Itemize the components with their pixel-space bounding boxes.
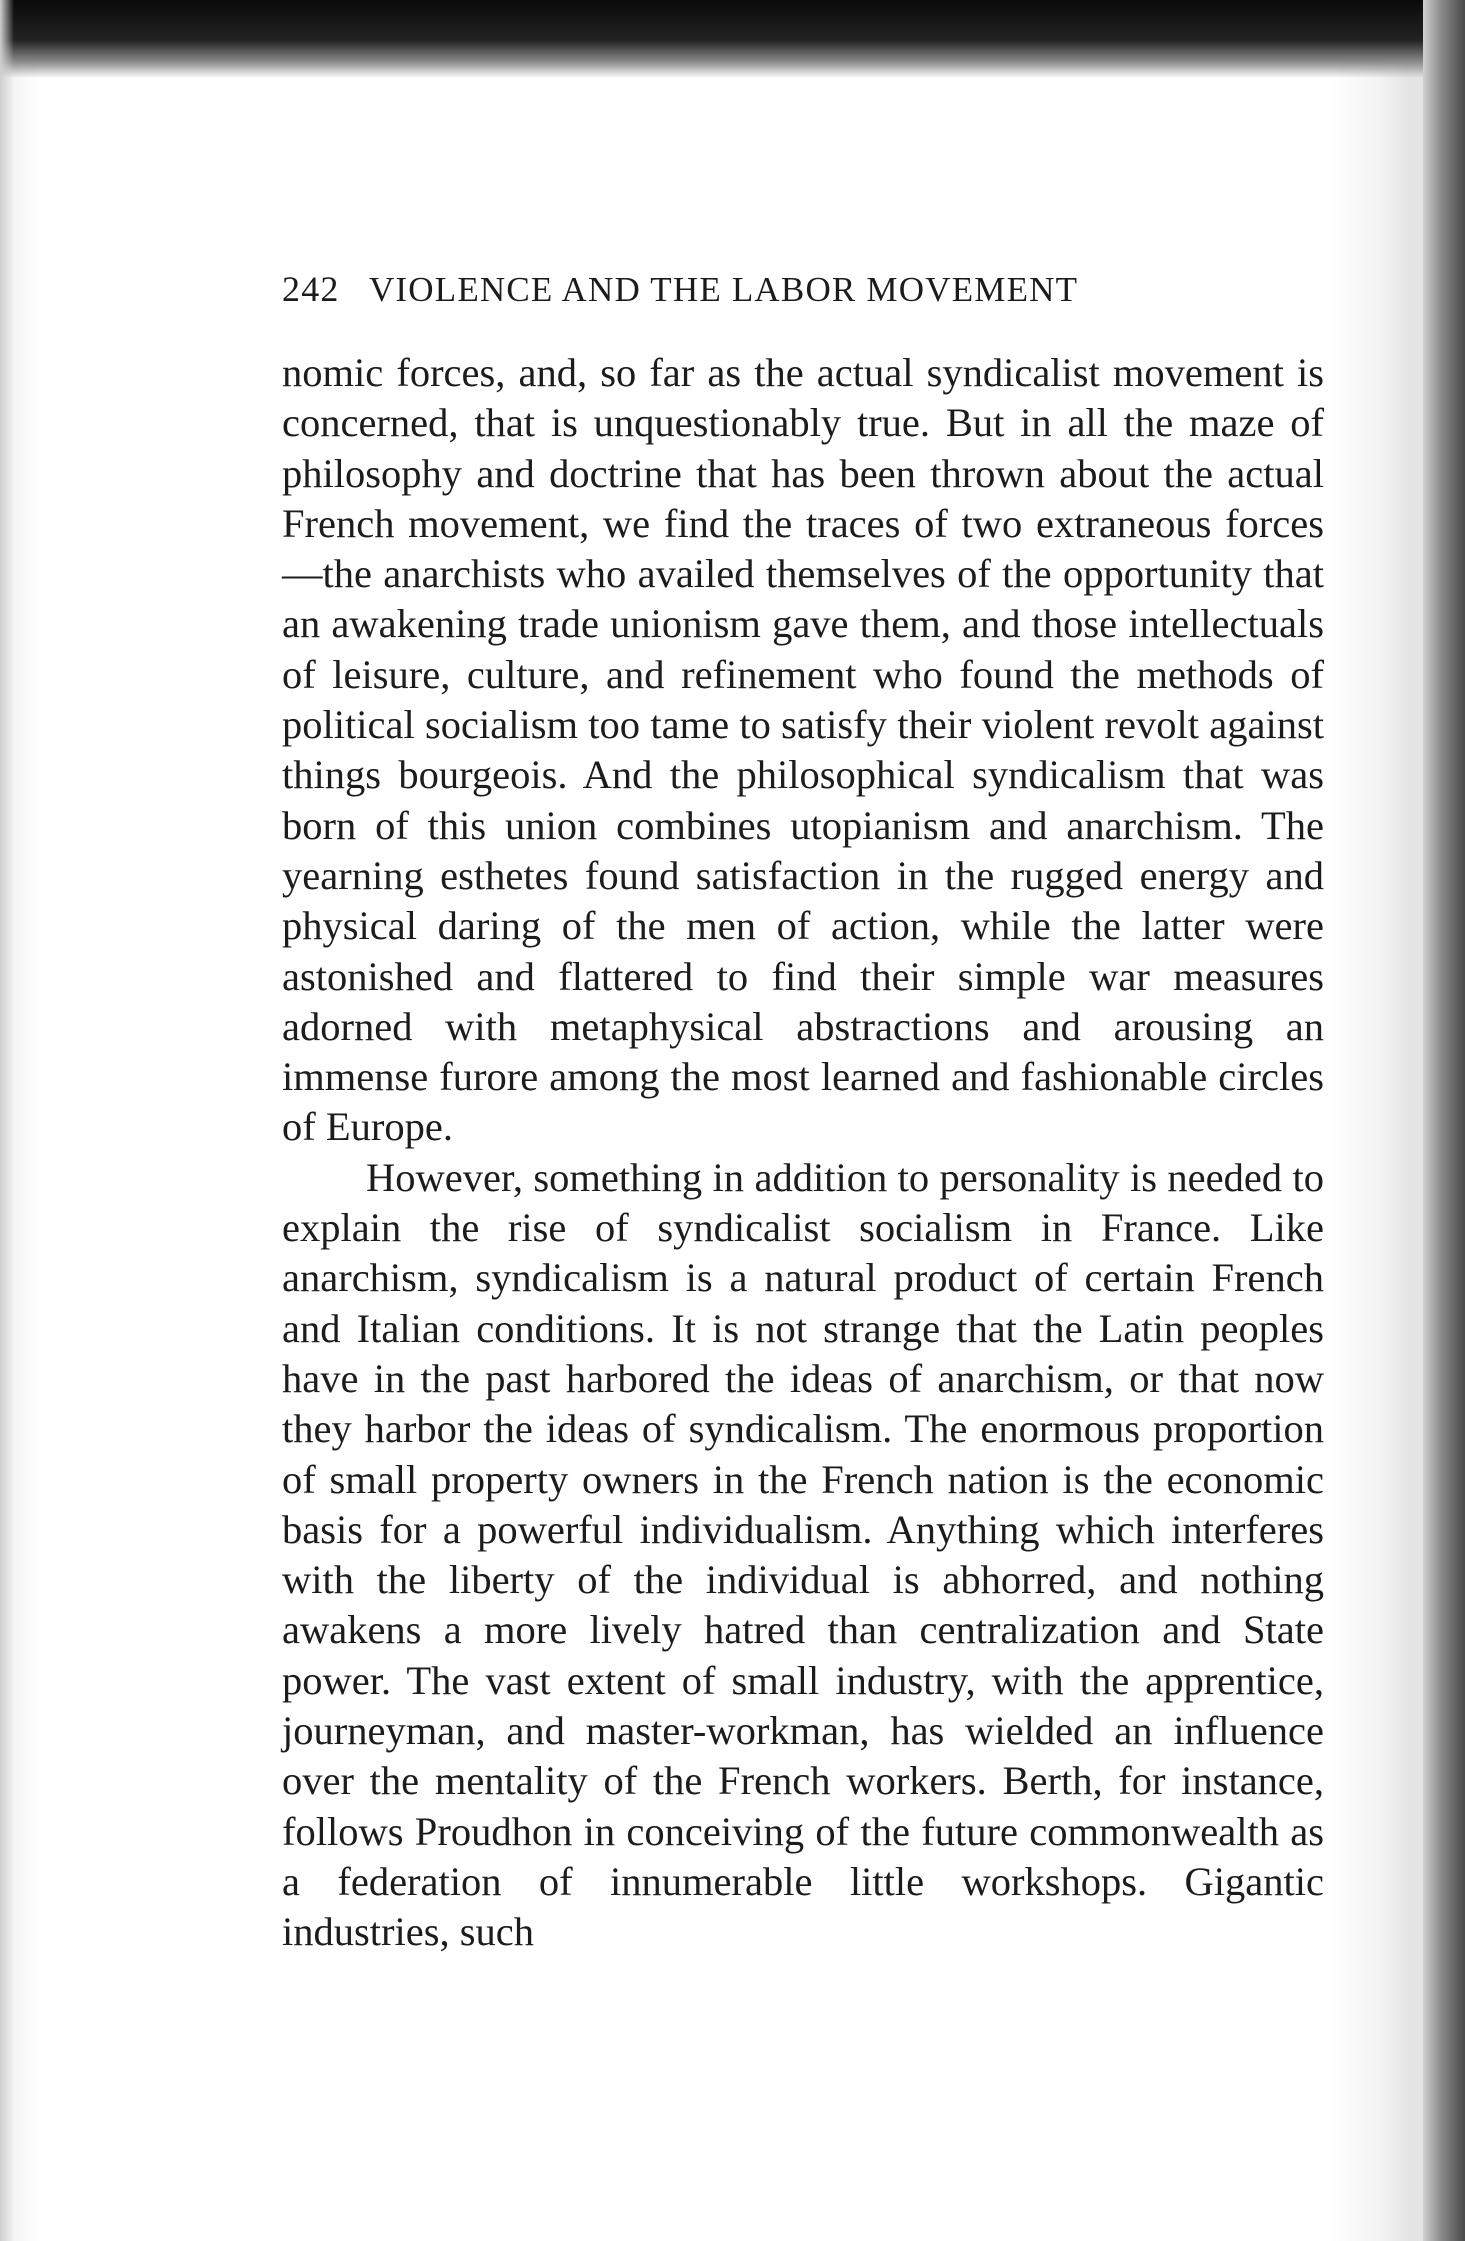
- paragraph-however: However, something in addition to personality is needed to explain the rise of syndicalist socialism in France. Like anarchism, syndicalism is a natural product of certain French and Italian conditions. It is not strange that the Latin peoples have in the past harbored the ideas of anarchism, or that now they harbor the ideas of syndicalism. The enormous proportion of small property owners in the French nation is the economic basis for a powerful individualism. Anything which interferes with the liberty of the individual is abhorred, and nothing awakens a more lively hatred than centralization and State power. The vast extent of small industry, with the apprentice, journeyman, and master-workman, has wielded an influence over the mentality of the French workers. Berth, for instance, follows Proudhon in conceiving of the future commonwealth as a federation of innumerable little workshops. Gigantic industries, such: [282, 1154, 1324, 1955]
- scan-left-edge: [0, 0, 14, 2241]
- scan-right-edge: [1423, 0, 1465, 2241]
- paragraph-continued: nomic forces, and, so far as the actual syndicalist movement is concerned, that is unquestionably true. But in all the maze of philosophy and doctrine that has been thrown about the actual French movement, we find the traces of two extraneous forces—the anarchists who availed themselves of the opportunity that an awakening trade unionism gave them, and those intellectuals of leisure, culture, and refinement who found the methods of political socialism too tame to satisfy their violent revolt against things bourgeois. And the philosophical syndicalism that was born of this union combines utopianism and anarchism. The yearning esthetes found satisfaction in the rugged energy and physical daring of the men of action, while the latter were astonished and flattered to find their simple war measures adorned with metaphysical abstractions and arousing an immense furore among the most learned and fashionable circles of Europe.: [282, 350, 1324, 1150]
- running-title: VIOLENCE AND THE LABOR MOVEMENT: [368, 270, 1079, 309]
- scan-top-shadow: [0, 0, 1465, 78]
- page-header: [282, 268, 1332, 318]
- body-text: [282, 348, 1324, 2178]
- page-number: 242: [282, 269, 340, 309]
